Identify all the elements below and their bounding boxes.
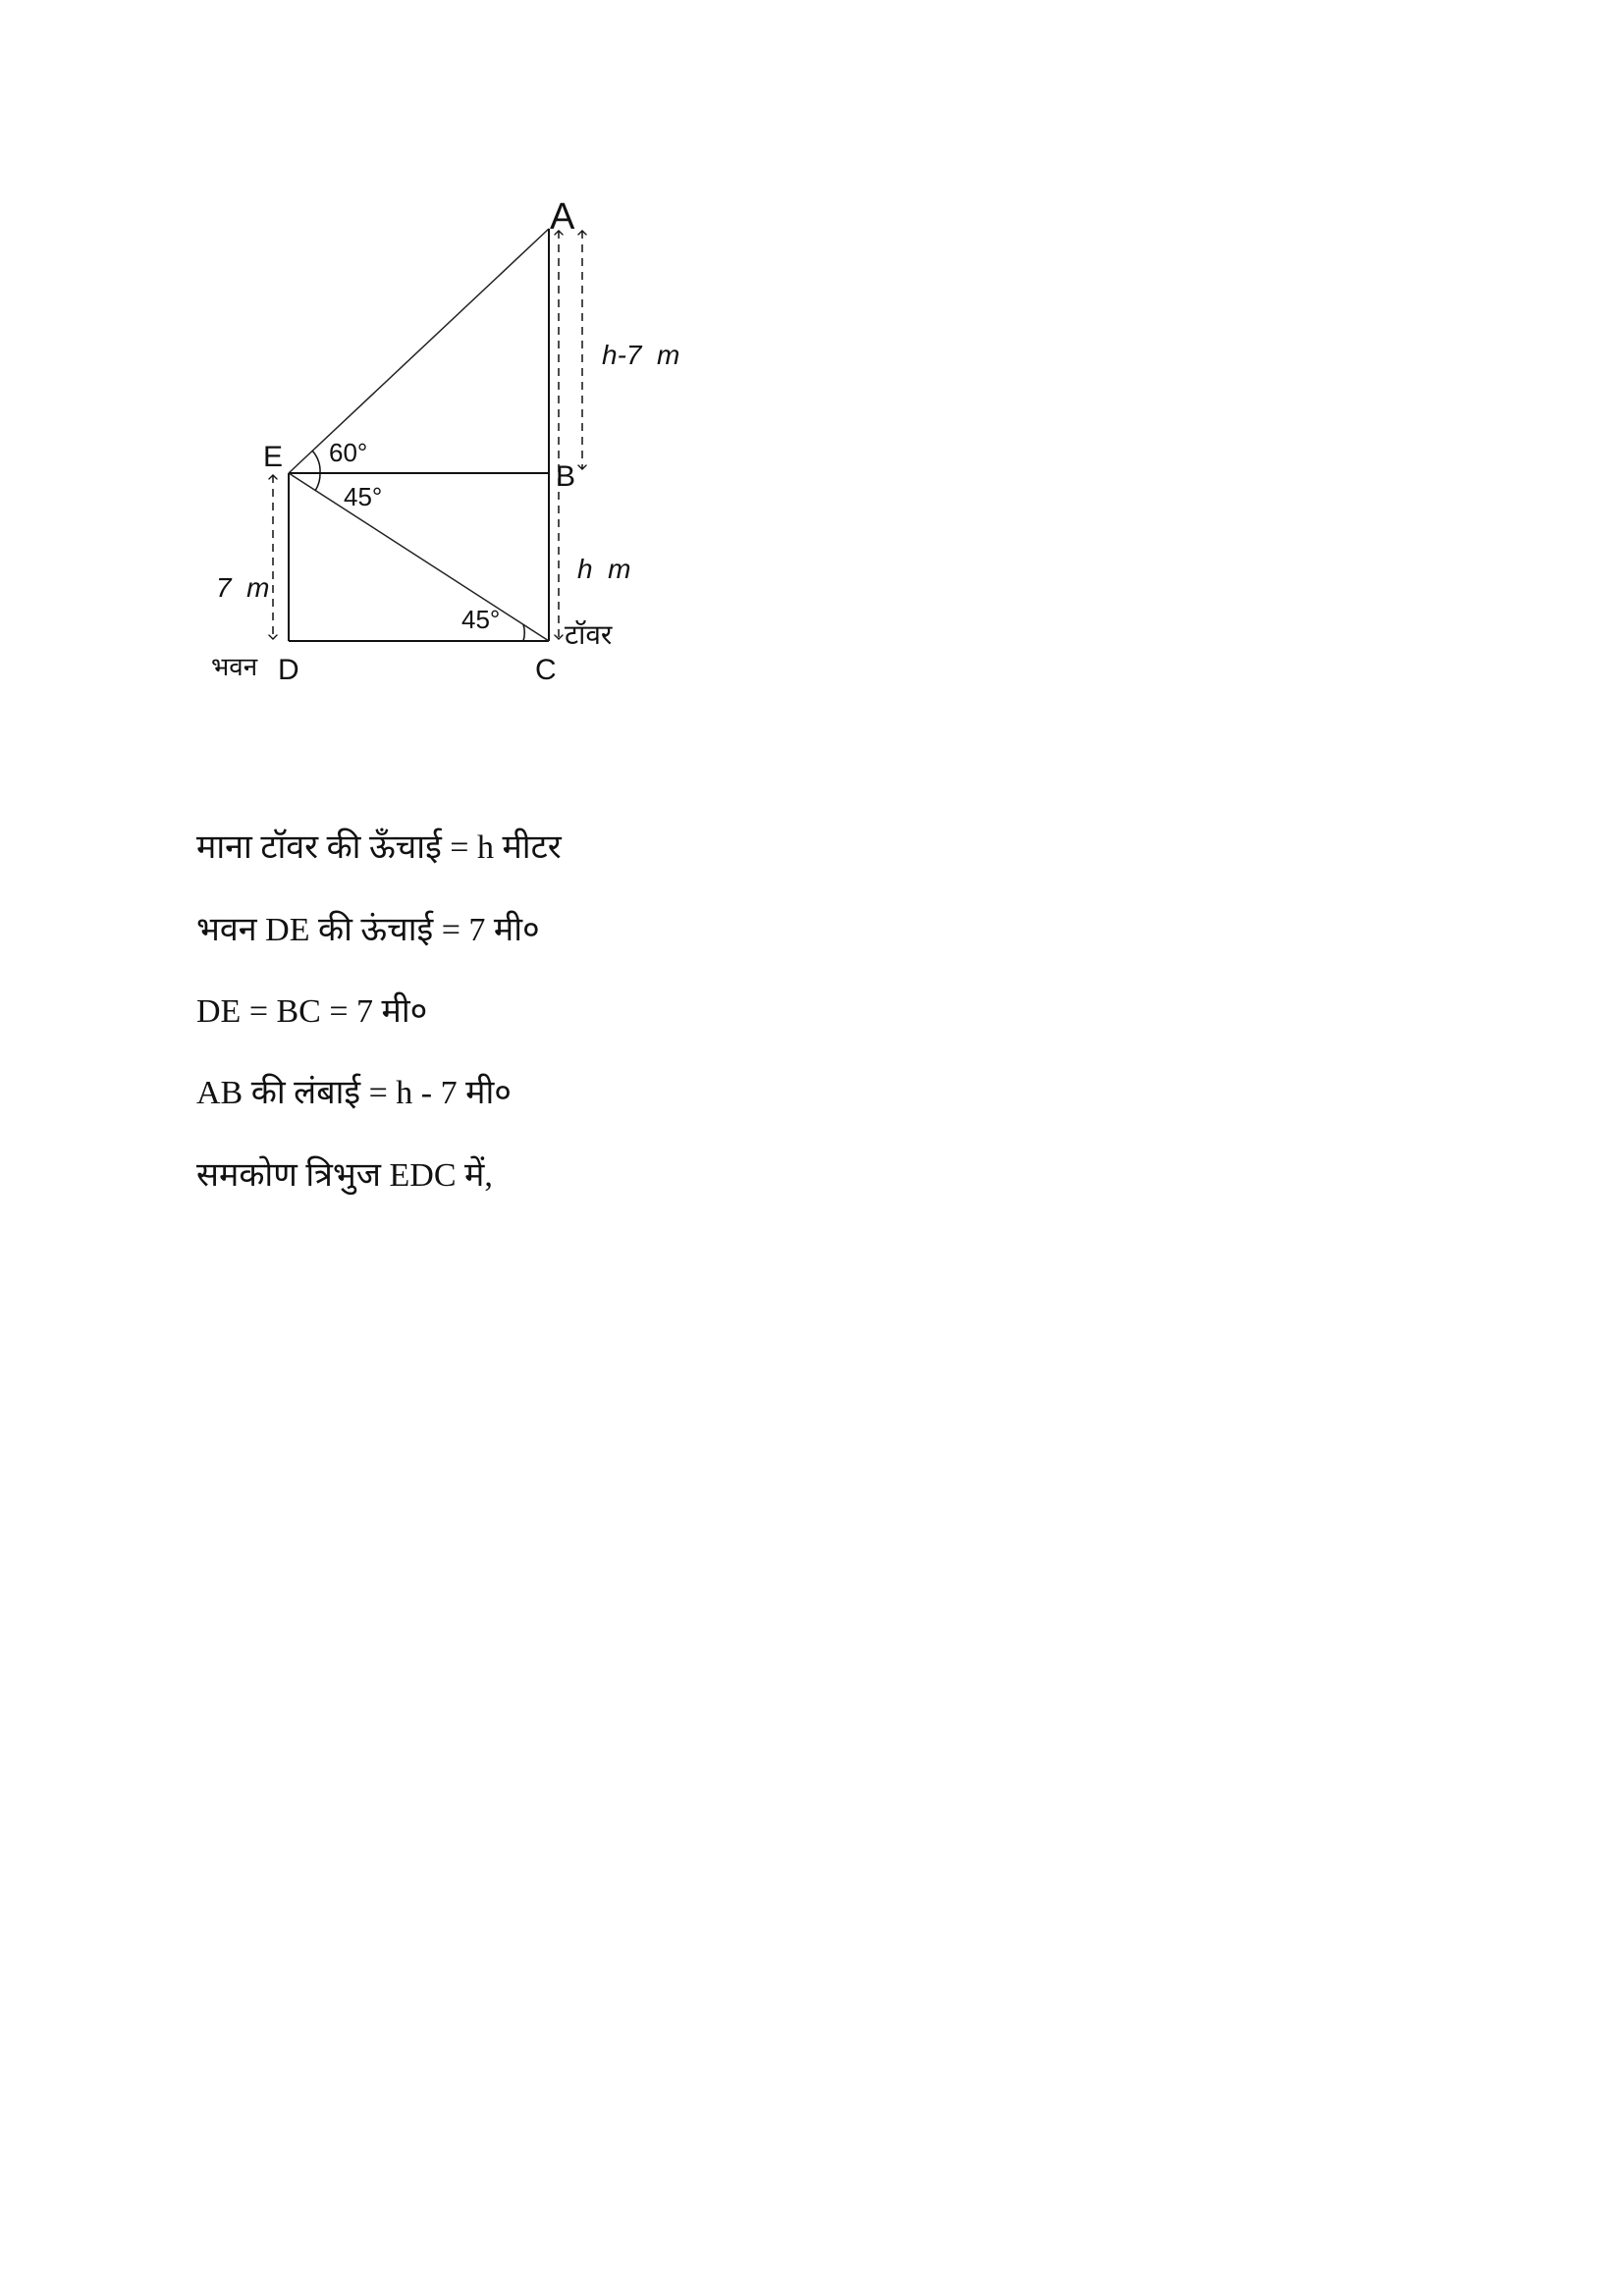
text-line-right-triangle: समकोण त्रिभुज EDC में,: [196, 1157, 493, 1194]
line-ea: [289, 229, 549, 473]
angle-45-label: 45°: [344, 482, 383, 511]
vertex-d-label: D: [278, 654, 299, 686]
angle-45-c-label: 45°: [461, 605, 501, 634]
vertex-a-label: A: [550, 196, 575, 238]
text-line-ab-length: AB की लंबाई = h - 7 मी०: [196, 1075, 512, 1111]
text-line-building-height: भवन DE की ऊंचाई = 7 मी०: [196, 912, 540, 948]
angle-60-label: 60°: [329, 438, 368, 467]
angle-arc-c: [523, 624, 524, 641]
angle-arc-45: [315, 473, 320, 491]
building-label: भवन: [211, 652, 258, 681]
vertex-c-label: C: [535, 654, 557, 686]
vertex-b-label: B: [556, 460, 576, 493]
tower-diagram: [0, 0, 1623, 883]
ab-length-label: h-7 m: [602, 340, 680, 370]
text-line-de-bc: DE = BC = 7 मी०: [196, 993, 428, 1030]
text-line-tower-height: माना टॉवर की ऊँचाई = h मीटर: [196, 829, 562, 866]
line-ec: [289, 473, 549, 641]
tower-height-label: h m: [577, 554, 631, 584]
tower-label: टॉवर: [565, 619, 613, 650]
angle-arc-60: [312, 451, 320, 473]
vertex-e-label: E: [263, 441, 284, 473]
building-height-label: 7 m: [216, 572, 270, 603]
